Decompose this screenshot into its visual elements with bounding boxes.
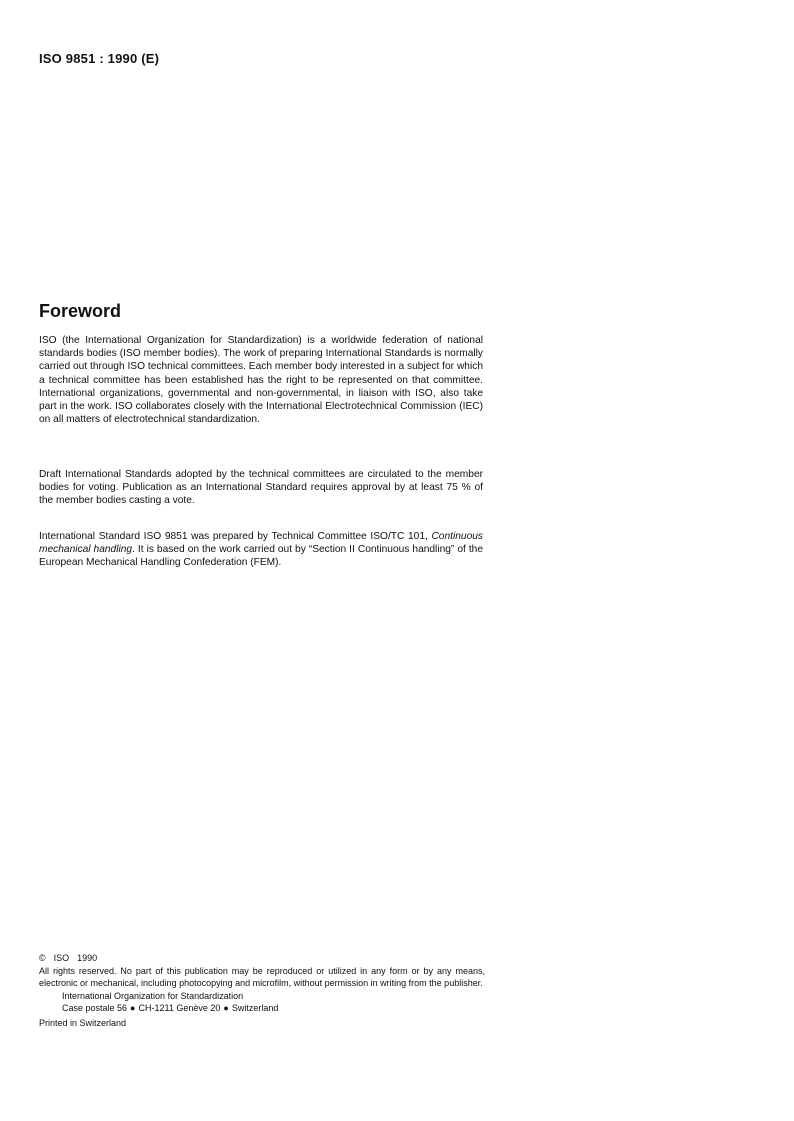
- org-name: International Organization for Standardization: [62, 990, 244, 1001]
- printed-in: Printed in Switzerland: [39, 1017, 127, 1028]
- postal-address: [39, 1002, 485, 1015]
- rights-statement: All rights reserved. No part of this publication may be reproduced or utilized in any form or by any means, electronic or mechanical, including photocopying and microfilm, without permission in writing from the publisher.: [39, 965, 485, 989]
- foreword-paragraph-3: [39, 530, 483, 570]
- copyright-line: [39, 952, 485, 965]
- paragraph-3-start: International Standard ISO 9851 was prepared by Technical Committee ISO/TC 101,: [39, 531, 428, 542]
- copyright-org: ISO: [53, 953, 70, 963]
- address-postbox: Case postale 56: [62, 1003, 128, 1014]
- paragraph-3-end: . It is based on the work carried out by “Section II Continuous handling” of the European Mechanical Handling Confederation (FEM).: [39, 544, 483, 569]
- document-id: ISO 9851 : 1990 (E): [39, 51, 160, 66]
- page-title: Foreword: [39, 301, 122, 321]
- copyright-footer: [39, 952, 485, 1030]
- foreword-paragraph-1: ISO (the International Organization for Standardization) is a worldwide federation of national standards bodies (ISO member bodies). The work of preparing International Standards is normally carried out through ISO technical committees. Each member body interested in a subject for which a technical committee has been established has the right to be represented on that committee. International organizations, governmental and non-governmental, in liaison with ISO, also take part in the work. ISO collaborates closely with the International Electrotechnical Commission (IEC) on all matters of electrotechnical standardization.: [39, 335, 483, 426]
- bullet-icon: ●: [223, 1003, 229, 1014]
- foreword-paragraph-2: Draft International Standards adopted by the technical committees are circulated to the member bodies for voting. Publication as an International Standard requires approval by at least 75 % of the member bodies casting a vote.: [39, 469, 483, 507]
- address-country: Switzerland: [231, 1003, 279, 1014]
- address-city: CH-1211 Genève 20: [138, 1003, 221, 1014]
- committee-name: Continuous mechanical handling: [39, 531, 483, 556]
- bullet-icon: ●: [130, 1003, 136, 1014]
- copyright-year: 1990: [77, 953, 98, 963]
- copyright-icon: ©: [39, 953, 46, 963]
